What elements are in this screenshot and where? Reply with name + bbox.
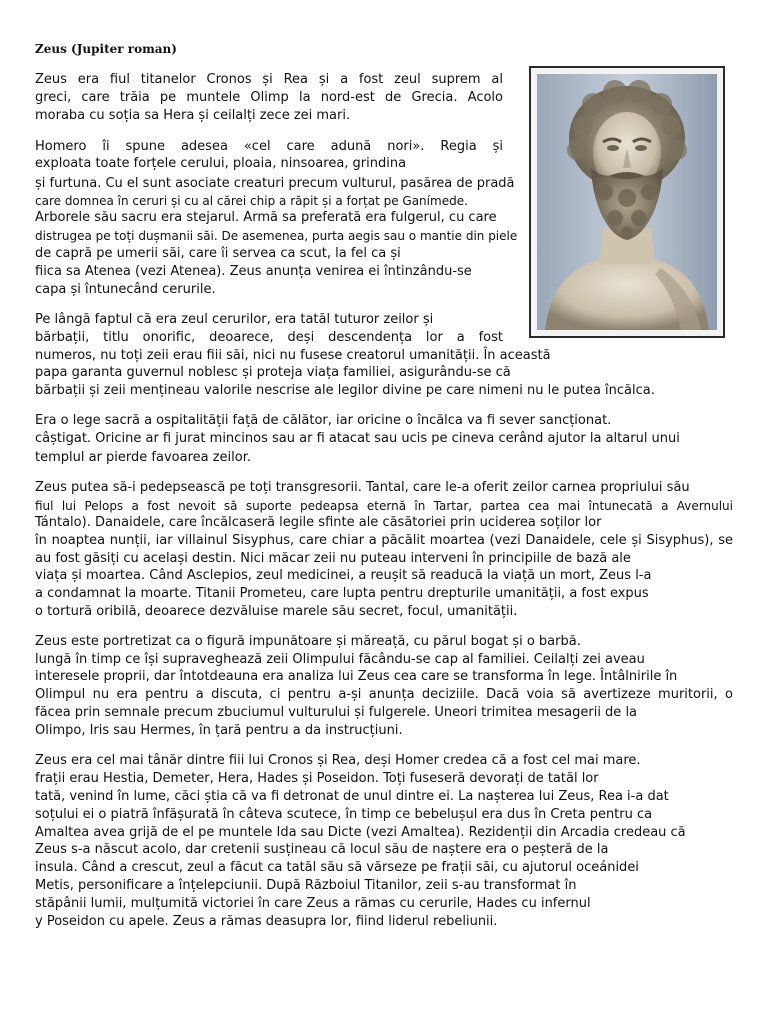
- paragraph-line: a condamnat la moarte. Titanii Prometeu, care lupta pentru drepturile umanității, a fost expus: [35, 586, 649, 601]
- paragraph-line: de capră pe umerii săi, care îi servea ca scut, la fel ca și: [35, 246, 401, 261]
- paragraph-line: bărbații și zeii mențineau valorile nescrise ale legilor divine pe care nimeni nu le putea încălca.: [35, 383, 655, 398]
- paragraph-line: templul ar pierde favoarea zeilor.: [35, 450, 252, 465]
- paragraph-line: Olimpo, Iris sau Hermes, în țară pentru a da instrucțiuni.: [35, 723, 403, 738]
- paragraph-line: tată, venind în lume, căci știa că va fi detronat de unul dintre ei. La nașterea lui Zeus, Rea i-a dat: [35, 789, 669, 804]
- paragraph-line: făcea prin semnale precum zbuciumul vulturului și fulgerele. Uneori trimitea mesagerii de la: [35, 705, 638, 720]
- paragraph-line: distrugea pe toți dușmanii săi. De asemenea, purta aegis sau o mantie din piele: [35, 229, 518, 243]
- paragraph-line: greci, care trăia pe muntele Olimp la nord-est de Grecia. Acolo: [35, 90, 503, 105]
- paragraph-line: fiica sa Atenea (vezi Atenea). Zeus anunța venirea ei întinzându-se: [35, 264, 472, 279]
- paragraph-line: bărbații, titlu onorific, deoarece, deși descendența lor a fost: [35, 330, 503, 345]
- paragraph-line: Arborele său sacru era stejarul. Armă sa preferată era fulgerul, cu care: [35, 210, 497, 225]
- paragraph-line: y Poseidon cu apele. Zeus a rămas deasupra lor, fiind liderul rebeliunii.: [35, 914, 498, 929]
- paragraph-line: Era o lege sacră a ospitalității față de călător, iar oricine o încălca va fi sever sancționat.: [35, 413, 612, 428]
- paragraph-line: Zeus s-a născut acolo, dar cretenii susțineau că locul său de naștere era o peșteră de la: [35, 842, 609, 857]
- paragraph-line: Zeus era fiul titanelor Cronos și Rea și a fost zeul suprem al: [35, 72, 503, 87]
- paragraph-line: Zeus este portretizat ca o figură impunătoare și măreață, cu părul bogat și o barbă.: [35, 634, 581, 649]
- paragraph-line: moraba cu soția sa Hera și ceilalți zece zei mari.: [35, 108, 351, 123]
- paragraph-line: exploata toate forțele cerului, ploaia, ninsoarea, grindina: [35, 156, 407, 171]
- paragraph-line: interesele proprii, dar întotdeauna era analiza lui Zeus cea care se transforma în lege. Întâlnirile în: [35, 669, 678, 684]
- paragraph-line: Zeus era cel mai tânăr dintre fiii lui Cronos și Rea, deși Homer credea că a fost cel mai mare.: [35, 753, 641, 768]
- paragraph-line: papa garanta guvernul noblesc și proteja viața familiei, asigurându-se că: [35, 365, 511, 380]
- paragraph-line: Zeus putea să-i pedepsească pe toți transgresorii. Tantal, care le-a oferit zeilor carnea propriului său: [35, 480, 690, 495]
- paragraph-line: fiul lui Pelops a fost nevoit să suporte pedeapsa eternă în Tartar, partea cea mai întunecată a Avernului: [35, 499, 733, 513]
- paragraph-line: au fost găsiți cu același destin. Nici măcar zeii nu puteau interveni în principiile de bază ale: [35, 551, 631, 566]
- paragraph-line: Olimpul nu era pentru a discuta, ci pentru a-și anunța deciziile. Dacă voia să avertizeze muritorii, o: [35, 687, 733, 702]
- paragraph-line: insula. Când a crescut, zeul a făcut ca tatăl său să vărseze pe frații săi, cu ajutorul oceánidei: [35, 860, 639, 875]
- paragraph-line: frații erau Hestia, Demeter, Hera, Hades și Poseidon. Toți fuseseră devorați de tatăl lor: [35, 771, 599, 786]
- paragraph-line: stăpânii lumii, mulțumită victoriei în care Zeus a rămas cu cerurile, Hades cu infernul: [35, 896, 591, 911]
- paragraph-line: și furtuna. Cu el sunt asociate creaturi precum vulturul, pasărea de pradă: [35, 176, 515, 191]
- paragraph-line: capa și întunecând cerurile.: [35, 282, 216, 297]
- paragraph-line: viața și moartea. Când Asclepios, zeul medicinei, a reușit să readucă la viață un mort, Zeus l-a: [35, 568, 652, 583]
- paragraph-line: lungă în timp ce își supraveghează zeii Olimpului făcându-se cap al familiei. Ceilalți zei aveau: [35, 652, 645, 667]
- zeus-bust-image: [531, 68, 723, 336]
- paragraph-line: Metis, personificare a înțelepciunii. După Războiul Titanilor, zeii s-au transformat în: [35, 878, 577, 893]
- paragraph-line: în noaptea nunții, iar villainul Sisyphus, care chiar a păcălit moartea (vezi Danaidele, cele și Sisyphus), se: [35, 533, 733, 548]
- paragraph-line: care domnea în ceruri și cu al cărei chip a răpit și a forțat pe Ganímede.: [35, 194, 468, 208]
- paragraph-line: Amaltea avea grijă de el pe muntele Ida sau Dicte (vezi Amaltea). Rezidenții din Arcadia credeau că: [35, 825, 686, 840]
- paragraph-line: Pe lângă faptul că era zeul cerurilor, era tatăl tuturor zeilor și: [35, 312, 434, 327]
- paragraph-line: Tántalo). Danaidele, care încălcaseră legile sfinte ale căsătoriei prin uciderea soților lor: [35, 515, 602, 530]
- paragraph-line: Homero îi spune adesea «cel care adună nori». Regia și: [35, 139, 503, 154]
- paragraph-line: o tortură oribilă, deoarece dezvăluise marele său secret, focul, umanității.: [35, 604, 518, 619]
- paragraph-line: numeros, nu toți zeii erau fiii săi, nici nu fusese creatorul umanității. În această: [35, 348, 551, 363]
- paragraph-line: soțului ei o piatră înfășurată în câteva scutece, în timp ce bebelușul era dus în Creta pentru ca: [35, 807, 653, 822]
- zeus-bust-illustration: [531, 68, 723, 336]
- document-title: Zeus (Jupiter roman): [35, 42, 177, 56]
- paragraph-line: câștigat. Oricine ar fi jurat mincinos sau ar fi atacat sau ucis pe cineva cerând ajutor la altarul unui: [35, 431, 680, 446]
